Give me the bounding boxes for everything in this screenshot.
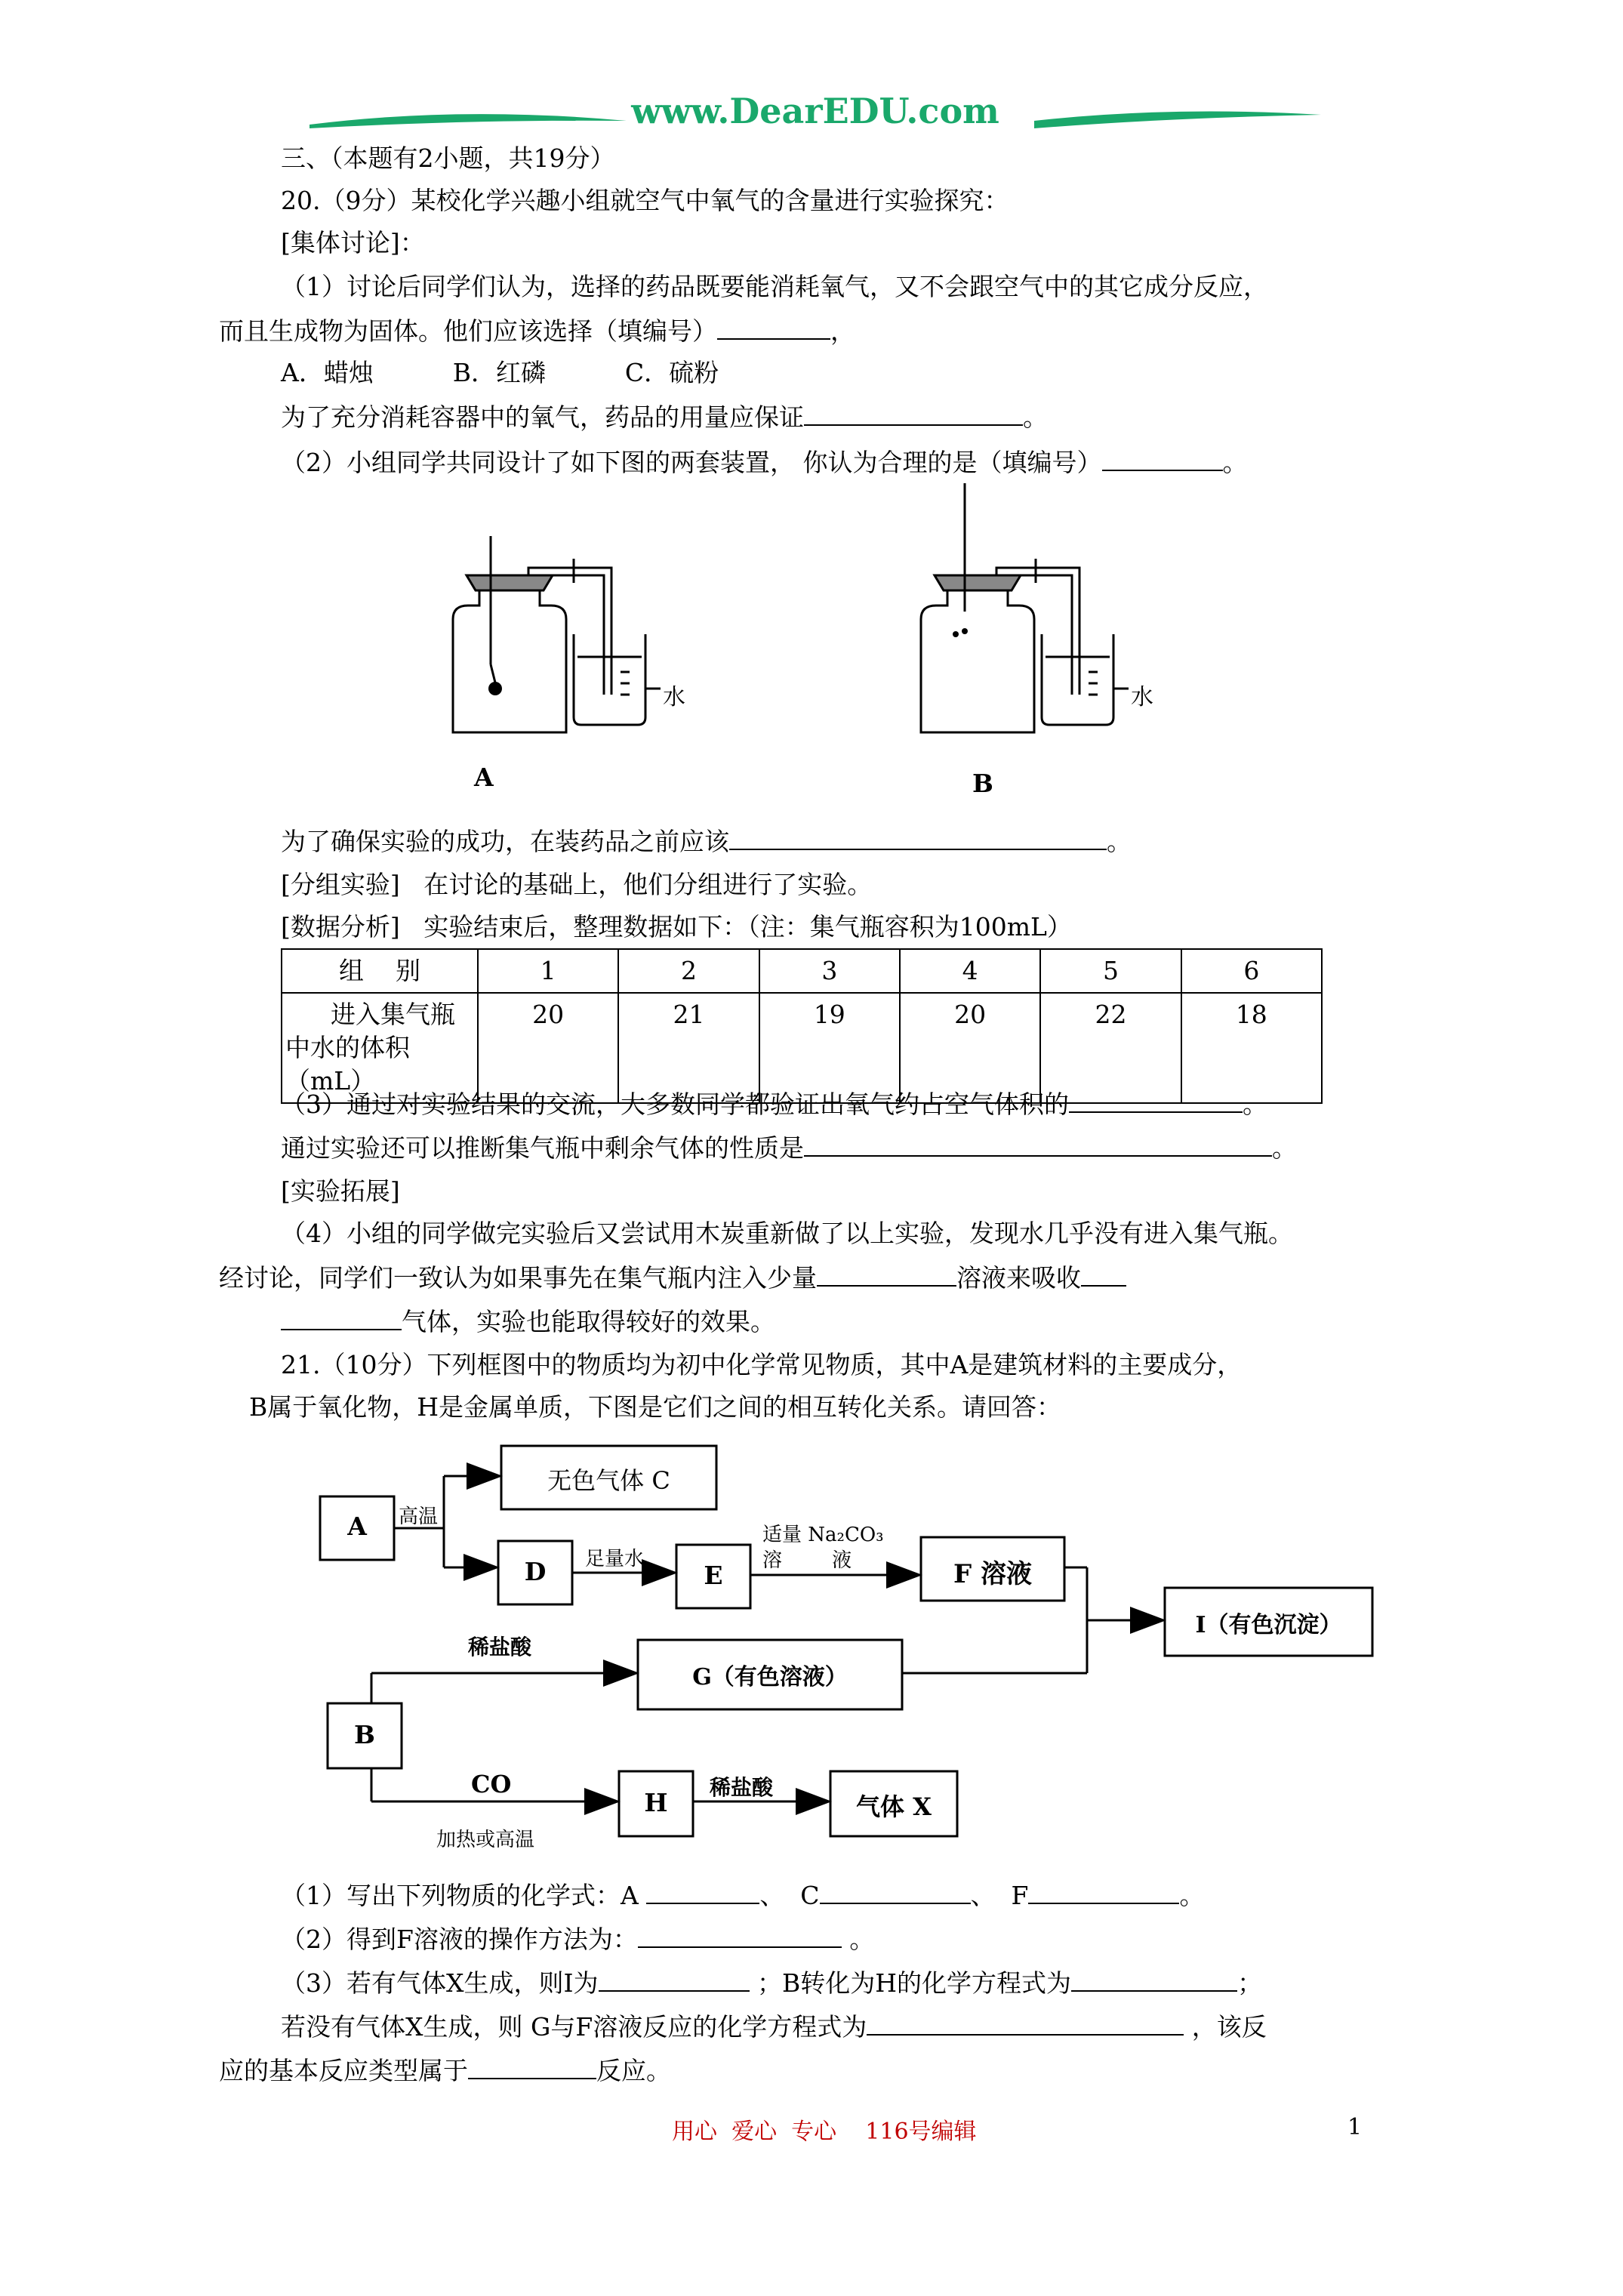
answer-blank-op[interactable]	[638, 1922, 842, 1948]
q20-p1-line4	[281, 400, 1048, 434]
box-g: G（有色溶液）	[692, 1664, 848, 1690]
q20-p1-line1: （1）讨论后同学们认为，选择的药品既要能消耗氧气，又不会跟空气中的其它成分反应，	[281, 272, 1268, 301]
q20-p4-line3	[281, 1305, 775, 1339]
data-analysis: [数据分析] 实验结束后，整理数据如下：（注：集气瓶容积为100mL）	[281, 912, 1072, 942]
q21-q1-c: 、 F	[970, 1881, 1029, 1910]
footer-text: 用心 爱心 专心 116号编辑	[672, 2119, 977, 2145]
q21-q3-b: ；B转化为H的化学方程式为	[757, 1968, 1072, 1998]
apparatus-b-water-label: 水	[1131, 684, 1153, 710]
answer-blank-4[interactable]	[729, 824, 1107, 850]
table-cell: 3	[759, 949, 900, 993]
q21-q2-text: （2）得到F溶液的操作方法为：	[281, 1925, 638, 1954]
q21-q4-b: ，该反	[1191, 2012, 1267, 2042]
apparatus-a-water-label: 水	[663, 684, 685, 710]
answer-blank-f[interactable]	[1028, 1878, 1179, 1904]
section-title: 三、（本题有2小题，共19分）	[281, 143, 615, 173]
q21-line2: B属于氧化物，H是金属单质，下图是它们之间的相互转化关系。请回答：	[249, 1392, 1062, 1422]
apparatus-b-label: B	[972, 769, 993, 798]
box-e: E	[704, 1561, 723, 1590]
answer-blank-eq2[interactable]	[867, 2010, 1184, 2036]
answer-blank-a[interactable]	[646, 1878, 759, 1904]
q20-p3-line2-text: 通过实验还可以推断集气瓶中剩余气体的性质是	[281, 1133, 804, 1163]
q21-q2	[281, 1922, 874, 1956]
q20-p4-line1: （4）小组的同学做完实验后又尝试用木炭重新做了以上实验，发现水几乎没有进入集气瓶。	[281, 1219, 1293, 1248]
q21-q1-b: 、 C	[759, 1881, 820, 1910]
q20-p3-line2-end: 。	[1272, 1133, 1297, 1163]
box-i: I（有色沉淀）	[1195, 1612, 1342, 1638]
answer-blank-8b[interactable]	[281, 1305, 402, 1330]
table-header-group: 组 别	[282, 949, 478, 993]
box-h: H	[644, 1788, 668, 1817]
q21-q4	[281, 2010, 1267, 2044]
page-number: 1	[1347, 2114, 1363, 2140]
volume-header-line1: 进入集气瓶	[331, 1000, 455, 1029]
q20-intro: 20.（9分）某校化学兴趣小组就空气中氧气的含量进行实验探究：	[281, 186, 1009, 215]
q21-q2-end: 。	[849, 1925, 875, 1954]
q20-ensure	[281, 824, 1132, 858]
apparatus-a-label: A	[474, 763, 494, 792]
table-cell: 21	[618, 993, 759, 1103]
q20-p3-end: 。	[1243, 1089, 1267, 1119]
q20-p2	[281, 445, 1248, 479]
answer-blank-8a[interactable]	[1081, 1261, 1126, 1287]
table-cell: 22	[1040, 993, 1181, 1103]
table-cell: 19	[759, 993, 900, 1103]
site-title: www.DearEDU.com	[631, 91, 999, 131]
label-excess-water: 足量水	[585, 1548, 645, 1570]
extension-label: [实验拓展]	[281, 1176, 400, 1206]
box-x: 气体 X	[856, 1792, 932, 1821]
table-cell: 20	[900, 993, 1040, 1103]
data-table	[281, 948, 1323, 1104]
answer-blank-i[interactable]	[599, 1966, 750, 1992]
box-f: F 溶液	[953, 1559, 1032, 1589]
answer-blank-type[interactable]	[468, 2054, 596, 2079]
q20-p3-line1	[281, 1087, 1267, 1121]
q20-ensure-text: 为了确保实验的成功，在装药品之前应该	[281, 827, 729, 856]
box-b: B	[354, 1720, 375, 1749]
q21-q5	[219, 2054, 671, 2088]
table-row-groups	[282, 949, 1322, 993]
label-heat: 加热或高温	[436, 1829, 535, 1851]
answer-blank-1[interactable]	[717, 314, 830, 340]
answer-blank-c[interactable]	[820, 1878, 971, 1904]
discussion-label: [集体讨论]：	[281, 228, 425, 257]
q20-p1-line2	[219, 314, 855, 348]
q21-q5-b: 反应。	[596, 2056, 671, 2085]
box-c: 无色气体 C	[547, 1466, 670, 1495]
label-dilute-hcl-2: 稀盐酸	[710, 1775, 774, 1800]
q20-amount-text: 为了充分消耗容器中的氧气，药品的用量应保证	[281, 402, 804, 432]
q20-ensure-end: 。	[1107, 827, 1132, 856]
q21-line1: 21.（10分）下列框图中的物质均为初中化学常见物质，其中A是建筑材料的主要成分，	[281, 1350, 1243, 1379]
answer-blank-eq1[interactable]	[1071, 1966, 1237, 1992]
label-dilute-hcl-1: 稀盐酸	[468, 1635, 532, 1660]
q20-p1-end: ，	[830, 316, 855, 346]
table-cell: 6	[1181, 949, 1322, 993]
box-d: D	[524, 1557, 547, 1586]
answer-blank-3[interactable]	[1102, 445, 1223, 471]
q20-p4-text-a: 经讨论，同学们一致认为如果事先在集气瓶内注入少量	[219, 1263, 817, 1293]
table-cell: 1	[478, 949, 618, 993]
answer-blank-2[interactable]	[804, 400, 1023, 426]
q20-p4-line2	[219, 1261, 1126, 1295]
label-co: CO	[471, 1770, 512, 1798]
answer-blank-5[interactable]	[1069, 1087, 1243, 1113]
q20-p4-text-b: 溶液来吸收	[956, 1263, 1081, 1293]
q21-q3	[281, 1966, 1262, 2000]
answer-blank-6[interactable]	[804, 1131, 1272, 1157]
q20-p3-line2	[281, 1131, 1297, 1165]
volume-header-line2: 中水的体积（mL）	[285, 1033, 410, 1096]
apparatus-a-diagram	[423, 521, 694, 740]
banner-swoosh-right	[1034, 98, 1321, 143]
table-cell: 18	[1181, 993, 1322, 1103]
q20-p4-line3-text: 气体，实验也能取得较好的效果。	[402, 1307, 775, 1336]
table-cell: 5	[1040, 949, 1181, 993]
label-high-temp: 高温	[399, 1505, 439, 1528]
table-cell: 4	[900, 949, 1040, 993]
q21-q3-end: ；	[1237, 1968, 1263, 1998]
q21-q1-a: （1）写出下列物质的化学式：A	[281, 1881, 639, 1910]
box-a: A	[347, 1512, 367, 1541]
group-experiment: [分组实验] 在讨论的基础上，他们分组进行了实验。	[281, 870, 873, 899]
q21-q1	[281, 1878, 1204, 1912]
banner-swoosh-left	[310, 98, 627, 143]
table-cell: 20	[478, 993, 618, 1103]
q21-q3-a: （3）若有气体X生成，则I为	[281, 1968, 599, 1998]
q21-q5-a: 应的基本反应类型属于	[219, 2056, 468, 2085]
q20-amount-end: 。	[1023, 402, 1048, 432]
q20-p3-text: （3）通过对实验结果的交流，大多数同学都验证出氧气约占空气体积的	[281, 1089, 1069, 1119]
answer-blank-7[interactable]	[817, 1261, 956, 1287]
label-na2co3-1: 适量 Na₂CO₃	[762, 1524, 884, 1546]
q20-p2-text: （2）小组同学共同设计了如下图的两套装置， 你认为合理的是（填编号）	[281, 448, 1102, 477]
q20-p2-end: 。	[1222, 448, 1248, 477]
q20-p1-text: 而且生成物为固体。他们应该选择（填编号）	[219, 316, 717, 346]
q21-q4-a: 若没有气体X生成，则 G与F溶液反应的化学方程式为	[281, 2012, 867, 2042]
table-cell: 2	[618, 949, 759, 993]
q21-q1-end: 。	[1179, 1881, 1205, 1910]
q20-options: A．蜡烛 B．红磷 C．硫粉	[281, 358, 719, 387]
label-na2co3-2: 溶 液	[762, 1549, 852, 1572]
